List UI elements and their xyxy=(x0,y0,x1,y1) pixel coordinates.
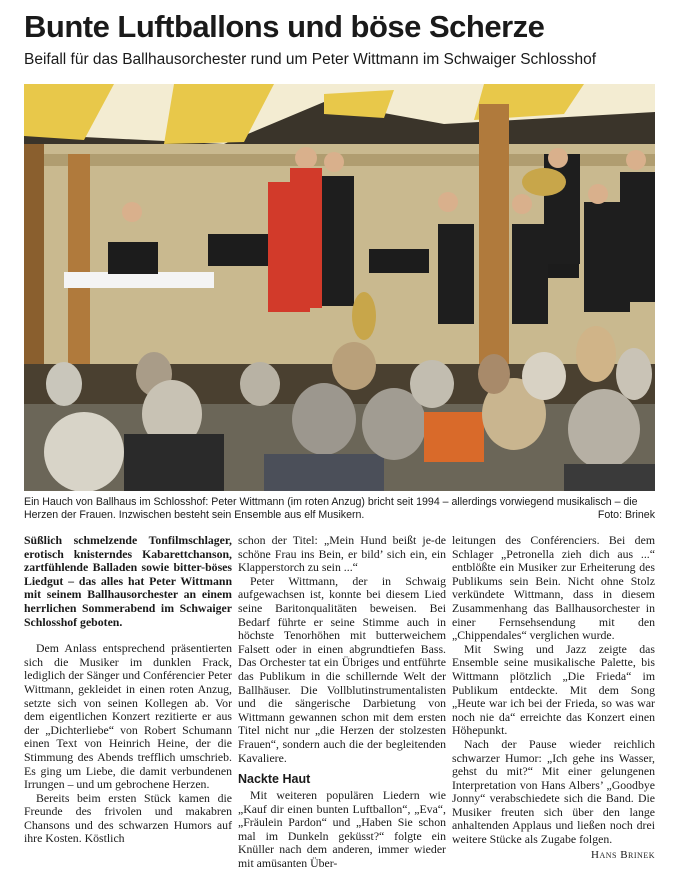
paragraph: Mit weiteren populären Liedern wie „Kauf dir einen bunten Luftballon“, „Eva“, „Fräulein Pardon“ und „Haben Sie schon mal im Dunkeln geküsst?“ folgte ein Knüller nach dem anderen, immer wieder mit amüsanten Über- xyxy=(238,788,446,871)
photo-credit: Foto: Brinek xyxy=(597,509,655,521)
paragraph: schon der Titel: „Mein Hund beißt je-de schöne Frau ins Bein, er bild’ sich ein, ein Klapperstorch zu sein ...“ xyxy=(238,533,446,575)
paragraph: Bereits beim ersten Stück kamen die Freunde des frivolen und makabren Chansons und des schwarzen Humors auf ihre Kosten. Köstlich xyxy=(24,790,232,846)
subheadline: Beifall für das Ballhausorchester rund um Peter Wittmann im Schwaiger Schlosshof xyxy=(24,51,597,68)
headline: Bunte Luftballons und böse Scherze xyxy=(24,9,545,44)
paragraph: Dem Anlass entsprechend präsentierten sich die Musiker im dunklen Frack, lediglich der Sänger und Conférencier Peter Wittmann, gekleidet in einen roten Anzug, setzte sich von seinen Kollegen ab. Vor dem eigentlichen Konzert rezitierte er aus der „Dichterliebe“ von Robert Schumann einen Text von Heinrich Heine, der die Stimmung des Abends trefflich umschrieb. Es ging um Liebe, die damit verbundenen Irrungen – und um gebrochene Herzen. xyxy=(24,641,232,792)
article-lead: Süßlich schmelzende Tonfilmschlager, erotisch knisterndes Kabarettchanson, zartfühlende Balladen sowie bitter-böses Liedgut – das alles hat Peter Wittmann mit seinem Ballhausorchester an einem herrlichen Sommerabend im Schwaiger Schlosshof geboten. xyxy=(24,533,232,629)
photo-caption xyxy=(24,496,655,522)
author-byline: Hans Brinek xyxy=(591,848,655,861)
paragraph: leitungen des Conférenciers. Bei dem Schlager „Petronella zieh dich aus ...“ entblößte ein Musiker zur Erheiterung des Publikums sein Bein. Nicht ohne Stolz verkündete Wittmann, dass in diesem Zusammenhang das Ballhausorchester in einer Fernsehsendung mit den „Chippendales“ verglichen wurde. xyxy=(452,533,655,643)
paragraph: Nach der Pause wieder reichlich schwarzer Humor: „Ich gehe ins Wasser, gehst du mit?“ Mit einer gelungenen Interpretation von Hans Albers’ „Goodbye Jonny“ verabschiedete sich die Band. Die Musiker freuten sich über den lange anhaltenden Applaus und ließen noch drei weitere Stücke als Zugabe folgen. xyxy=(452,736,655,847)
paragraph: Mit Swing und Jazz zeigte das Ensemble seine musikalische Palette, bis Wittmann plötzlich „Die Frieda“ im Publikum entdeckte. Mit dem Song „Heute war ich bei der Frieda, so was war noch nie da“ erreichte das Konzert einen Höhepunkt. xyxy=(452,641,655,738)
caption-text: Ein Hauch von Ballhaus im Schlosshof: Peter Wittmann (im roten Anzug) bricht seit 1994 – allerdings vorwiegend musikalisch – die Herzen der Frauen. Inzwischen besteht sein Ensemble aus elf Musikern. xyxy=(24,496,638,521)
article-column-3 xyxy=(452,534,655,862)
section-subtitle: Nackte Haut xyxy=(238,772,311,787)
concert-photo xyxy=(24,84,655,491)
article-column-2 xyxy=(238,534,446,871)
article-column-1 xyxy=(24,534,232,846)
paragraph: Peter Wittmann, der in Schwaig aufgewachsen ist, konnte bei diesem Lied seine Baritonqualitäten beweisen. Bei Bedarf führte er seine Stimme auch in höchste Tenorhöhen mit butterweichem Falsett oder in einen abgrundtiefen Bass. Das Orchester tat ein Übriges und entführte das Publikum in die schillernde Welt der Ballhäuser. Die Vollblutinstrumentalisten und die sängerische Darbietung von Wittmann gewannen schon mit dem ersten Titel nicht nur „die Herzen der stolzesten Frauen“, sondern auch die der begleitenden Kavaliere. xyxy=(238,573,446,765)
